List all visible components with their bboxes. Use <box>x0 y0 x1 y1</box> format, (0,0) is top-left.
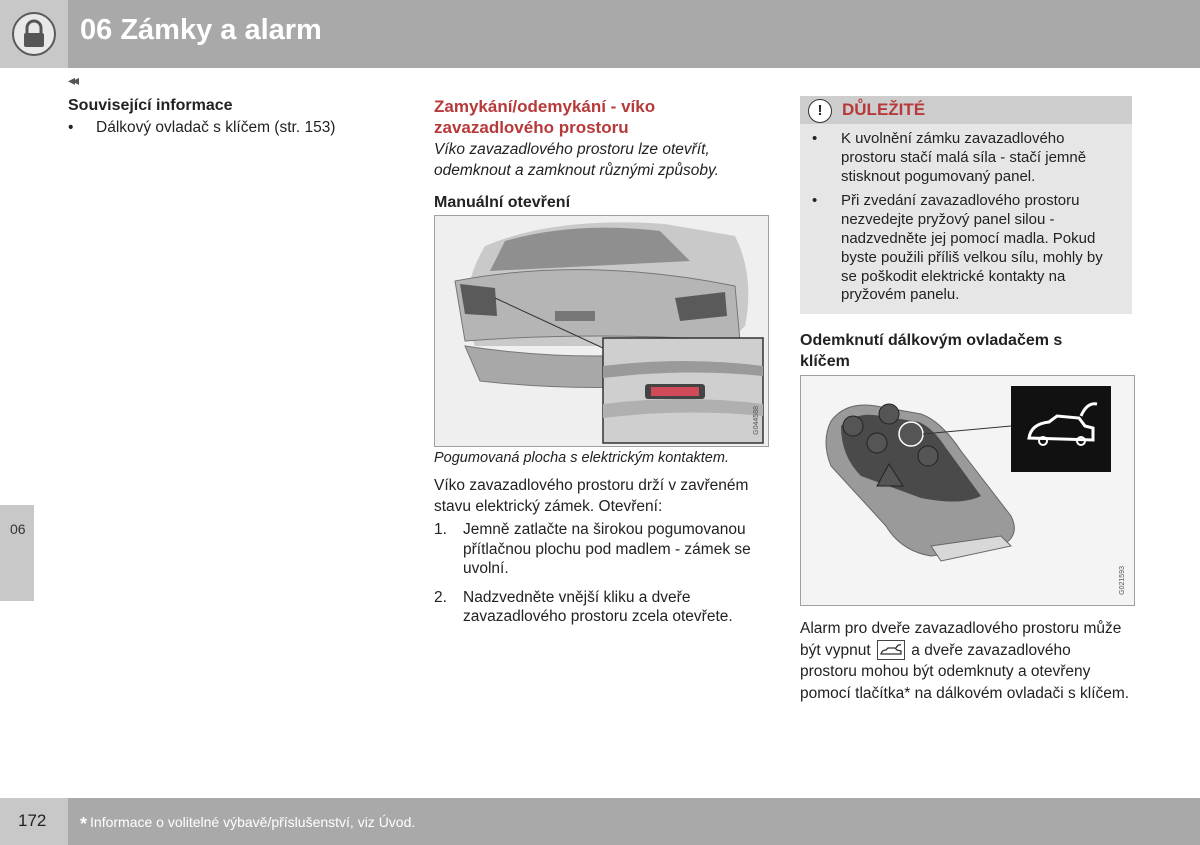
warning-icon: ! <box>808 99 832 123</box>
important-header <box>800 96 1132 124</box>
previous-page-icon[interactable]: ◂◂ <box>68 72 77 88</box>
chapter-side-tab[interactable] <box>0 505 34 601</box>
step-text: Nadzvedněte vnější kliku a dveře zavazadlového prostoru zcela otevřete. <box>463 588 733 625</box>
important-list <box>800 124 1132 305</box>
page-footer <box>0 798 1200 845</box>
alarm-text-end: a dveře zavazadlového prostoru mohou být odemknuty a otevřeny pomocí tlačítka* na dálkovém ovladači s klíčem. <box>800 641 1130 702</box>
step-number: 2. <box>434 588 447 606</box>
section-heading: Zamykání/odemykání - víko zavazadlového prostoru <box>434 97 656 137</box>
section-intro: Víko zavazadlového prostoru lze otevřít, odemknout a zamknout různými způsoby. <box>434 141 719 179</box>
list-item <box>812 130 1120 186</box>
lock-icon <box>12 12 56 56</box>
step-number: 1. <box>434 521 447 538</box>
lock-description: Víko zavazadlového prostoru drží v zavřeném stavu elektrický zámek. Otevření: <box>434 477 749 515</box>
related-info-list <box>68 118 388 138</box>
page-number-box <box>0 798 68 845</box>
asterisk-icon: * <box>80 814 88 834</box>
manual-opening-heading: Manuální otevření <box>434 194 571 211</box>
opening-steps-list <box>434 520 769 636</box>
trunk-figure <box>434 215 769 447</box>
side-tab-label: 06 <box>10 521 26 537</box>
page-number: 172 <box>18 811 47 830</box>
figure-code: G044588 <box>753 406 760 435</box>
list-item <box>434 520 769 579</box>
footer-note <box>80 814 415 835</box>
trunk-button-icon <box>877 640 905 660</box>
important-title: DŮLEŽITÉ <box>842 100 926 119</box>
footer-note-text: Informace o volitelné výbavě/příslušenství, viz Úvod. <box>90 814 416 830</box>
list-item <box>812 192 1120 305</box>
related-info-heading: Související informace <box>68 97 233 114</box>
chapter-title: 06 Zámky a alarm <box>80 14 322 46</box>
important-text: Při zvedání zavazadlového prostoru nezvedejte pryžový panel silou - nadzvedněte jej pomocí madla. Pokud byste použili příliš velkou sílu, mohly by se poškodit elektrické kontakty na pryžovém panelu. <box>841 192 1103 304</box>
chapter-icon-box <box>0 0 68 68</box>
bullet-icon: • <box>812 192 818 210</box>
step-text: Jemně zatlačte na širokou pogumovanou přítlačnou plochu pod madlem - zámek se uvolní. <box>463 521 751 577</box>
alarm-text-start: Alarm pro dveře zavazadlového prostoru může být vypnut <box>800 620 1122 659</box>
key-figure <box>800 375 1135 606</box>
chapter-header <box>0 0 1200 68</box>
figure-code: G021593 <box>1119 566 1126 595</box>
remote-unlock-heading: Odemknutí dálkovým ovladačem s klíčem <box>800 332 1063 370</box>
car-rear-illustration <box>435 216 768 446</box>
bullet-icon: • <box>68 119 74 136</box>
important-box <box>800 96 1132 314</box>
bullet-icon: • <box>812 130 818 147</box>
important-text: K uvolnění zámku zavazadlového prostoru stačí malá síla - stačí jemně stisknout pogumovaný panel. <box>841 130 1087 185</box>
related-info-link[interactable]: Dálkový ovladač s klíčem (str. 153) <box>96 119 336 136</box>
related-info-item[interactable] <box>68 118 388 138</box>
figure-caption: Pogumovaná plocha s elektrickým kontaktem. <box>434 450 729 466</box>
list-item <box>434 588 769 627</box>
alarm-paragraph <box>800 618 1130 704</box>
remote-key-illustration <box>801 376 1134 605</box>
